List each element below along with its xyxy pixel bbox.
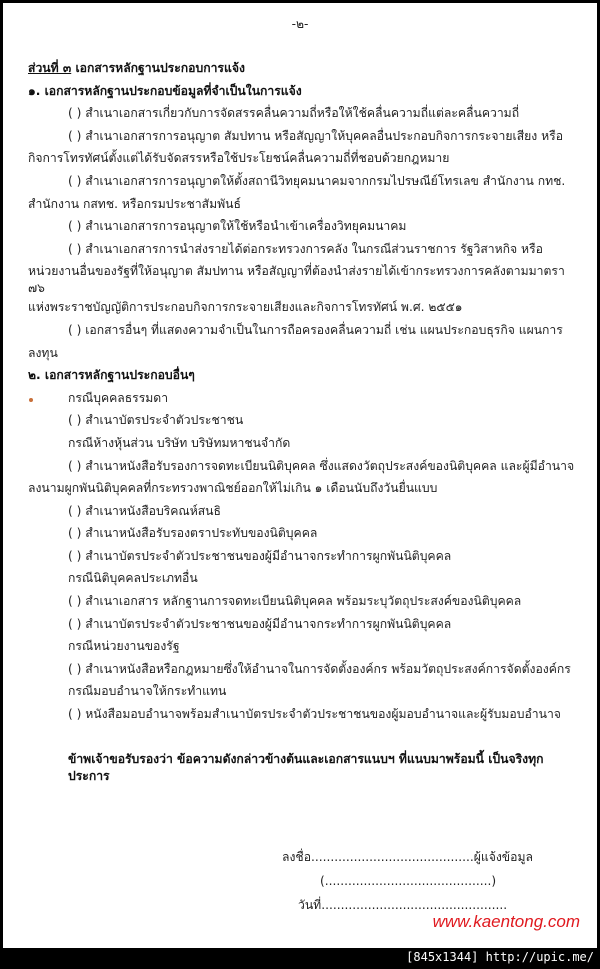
checklist-item: ( ) สำเนาเอกสารการอนุญาตให้ตั้งสถานีวิทยุคมนาคมจากกรมไปรษณีย์โทรเลข สำนักงาน กทช.	[68, 173, 566, 188]
checklist-item-continued: แห่งพระราชบัญญัติการประกอบกิจการกระจายเสียงและกิจการโทรทัศน์ พ.ศ. ๒๕๕๑	[28, 300, 463, 315]
section-title-prefix: ส่วนที่ ๓	[28, 61, 72, 75]
checklist-item: ( ) สำเนาหนังสือหรือกฎหมายซึ่งให้อำนาจในการจัดตั้งองค์กร พร้อมวัตถุประสงค์การจัดตั้งองค์กร	[68, 661, 571, 676]
page-number: -๒-	[291, 17, 309, 31]
checklist-item: ( ) สำเนาเอกสาร หลักฐานการจดทะเบียนนิติบุคคล พร้อมระบุวัตถุประสงค์ของนิติบุคคล	[68, 594, 522, 609]
checklist-item-continued: ลงนามผูกพันนิติบุคคลที่กระทรวงพาณิชย์ออกให้ไม่เกิน ๑ เดือนนับถึงวันยื่นแบบ	[28, 481, 438, 496]
part2-heading: ๒. เอกสารหลักฐานประกอบอื่นๆ	[28, 368, 195, 383]
checklist-item: ( ) สำเนาบัตรประจำตัวประชาชนของผู้มีอำนาจกระทำการผูกพันนิติบุคคล	[68, 616, 452, 631]
watermark-url: www.kaentong.com	[432, 912, 580, 931]
checklist-item: ( ) สำเนาบัตรประจำตัวประชาชน	[68, 413, 244, 428]
checklist-item-continued: ลงทุน	[28, 345, 58, 360]
category-label: กรณีหน่วยงานของรัฐ	[68, 639, 180, 654]
signature-block	[28, 847, 576, 919]
checklist-item: ( ) เอกสารอื่นๆ ที่แสดงความจำเป็นในการถือครองคลื่นความถี่ เช่น แผนประกอบธุรกิจ แผนการ	[68, 322, 563, 337]
checklist-item-continued: หน่วยงานอื่นของรัฐที่ให้อนุญาต สัมปทาน หรือสัญญาที่ต้องนำส่งรายได้เข้ากระทรวงการคลังตามมาตรา ๗๖	[28, 264, 565, 296]
checklist-item: ( ) สำเนาเอกสารการอนุญาตให้ใช้หรือนำเข้าเครื่องวิทยุคมนาคม	[68, 219, 407, 234]
declaration-text: ข้าพเจ้าขอรับรองว่า ข้อความดังกล่าวข้างต้นและเอกสารแนบฯ ที่แนบมาพร้อมนี้ เป็นจริงทุกประการ	[68, 751, 544, 783]
checklist-item: ( ) สำเนาหนังสือบริคณห์สนธิ	[68, 503, 221, 518]
checklist-item: ( ) สำเนาหนังสือรับรองตราประทับของนิติบุคคล	[68, 526, 318, 541]
image-host-footer	[0, 948, 600, 969]
checklist-item-continued: กิจการโทรทัศน์ตั้งแต่ได้รับจัดสรรหรือใช้ประโยชน์คลื่นความถี่ที่ชอบด้วยกฎหมาย	[28, 151, 450, 166]
section-title-text: เอกสารหลักฐานประกอบการแจ้ง	[71, 61, 245, 75]
checklist-item-continued: สำนักงาน กสทช. หรือกรมประชาสัมพันธ์	[28, 196, 241, 211]
section-title	[28, 58, 576, 81]
checklist-item: ( ) หนังสือมอบอำนาจพร้อมสำเนาบัตรประจำตัวประชาชนของผู้มอบอำนาจและผู้รับมอบอำนาจ	[68, 707, 561, 722]
category-label: กรณีมอบอำนาจให้กระทำแทน	[68, 684, 227, 699]
checklist-item: ( ) สำเนาเอกสารการอนุญาต สัมปทาน หรือสัญญาให้บุคคลอื่นประกอบกิจการกระจายเสียง หรือ	[68, 128, 564, 143]
checklist-item: ( ) สำเนาเอกสารเกี่ยวกับการจัดสรรคลื่นความถี่หรือให้ใช้คลื่นความถี่แต่ละคลื่นความถี่	[68, 106, 520, 121]
checklist-item: ( ) สำเนาบัตรประจำตัวประชาชนของผู้มีอำนาจกระทำการผูกพันนิติบุคคล	[68, 548, 452, 563]
category-label: กรณีห้างหุ้นส่วน บริษัท บริษัทมหาชนจำกัด	[68, 435, 291, 450]
signature-name-line: (...........................................)	[320, 873, 497, 888]
category-label: กรณีบุคคลธรรมดา	[68, 390, 169, 405]
footer-text: [845x1344] http://upic.me/	[406, 950, 594, 964]
checklist-item: ( ) สำเนาหนังสือรับรองการจดทะเบียนนิติบุคคล ซึ่งแสดงวัตถุประสงค์ของนิติบุคคล และผู้มีอำนาจ	[68, 458, 575, 473]
checklist-item: ( ) สำเนาเอกสารการนำส่งรายได้ต่อกระทรวงการคลัง ในกรณีส่วนราชการ รัฐวิสาหกิจ หรือ	[68, 241, 543, 256]
document-body	[28, 58, 576, 919]
part1-heading: ๑. เอกสารหลักฐานประกอบข้อมูลที่จำเป็นในการแจ้ง	[28, 83, 302, 98]
category-label: กรณีนิติบุคคลประเภทอื่น	[68, 571, 198, 586]
signature-line: ลงชื่อ..........................................ผู้แจ้งข้อมูล	[282, 849, 533, 864]
signature-date-line: วันที่................................................	[298, 897, 508, 912]
